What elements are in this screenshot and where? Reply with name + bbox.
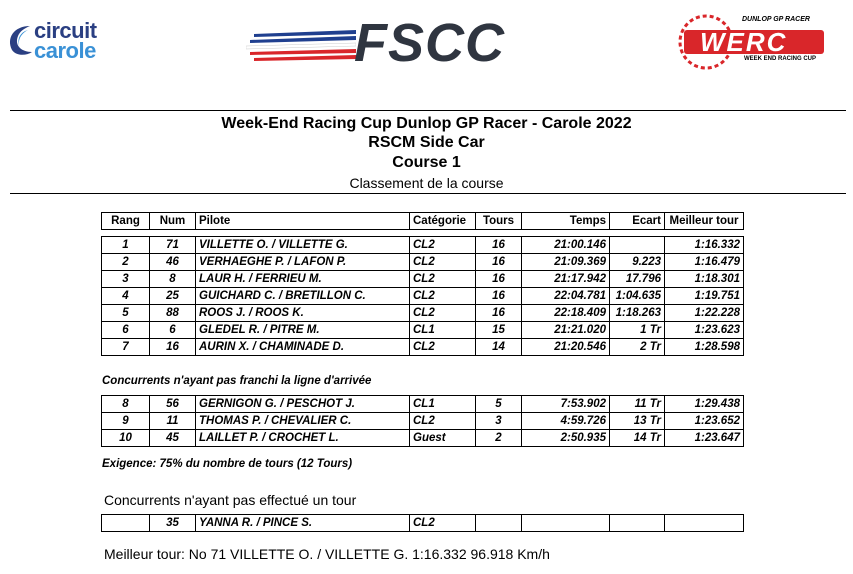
- num-cell: 6: [150, 322, 196, 339]
- categorie-cell: CL2: [410, 288, 476, 305]
- tours-cell: 16: [476, 305, 522, 322]
- header-row: [102, 213, 744, 230]
- tours-cell: [476, 515, 522, 532]
- categorie-cell: CL2: [410, 339, 476, 356]
- header-tours: Tours: [476, 213, 522, 230]
- header-temps: Temps: [522, 213, 610, 230]
- page-title: Week-End Racing Cup Dunlop GP Racer - Carole 2022: [221, 115, 632, 132]
- header-categorie: Catégorie: [410, 213, 476, 230]
- rang-cell: [102, 515, 150, 532]
- meilleur-tour-cell: 1:16.332: [665, 237, 744, 254]
- pilote-cell: LAILLET P. / CROCHET L.: [196, 430, 410, 447]
- pilote-cell: GUICHARD C. / BRETILLON C.: [196, 288, 410, 305]
- num-cell: 35: [150, 515, 196, 532]
- fscc-logo: [246, 13, 546, 73]
- table-row: [102, 515, 744, 532]
- header-rang: Rang: [102, 213, 150, 230]
- ecart-cell: 1 Tr: [610, 322, 665, 339]
- rang-cell: 2: [102, 254, 150, 271]
- rang-cell: 6: [102, 322, 150, 339]
- temps-cell: 22:04.781: [522, 288, 610, 305]
- results-header: [101, 212, 744, 230]
- categorie-cell: Guest: [410, 430, 476, 447]
- rang-cell: 10: [102, 430, 150, 447]
- meilleur-tour-cell: 1:29.438: [665, 396, 744, 413]
- ecart-cell: 1:04.635: [610, 288, 665, 305]
- ecart-cell: 17.796: [610, 271, 665, 288]
- rang-cell: 7: [102, 339, 150, 356]
- no-lap-label: Concurrents n'ayant pas effectué un tour: [104, 492, 357, 508]
- logo-text-week-end-racing-cup: WEEK END RACING CUP: [744, 56, 817, 62]
- rang-cell: 5: [102, 305, 150, 322]
- meilleur-tour-cell: 1:23.647: [665, 430, 744, 447]
- pilote-cell: LAUR H. / FERRIEU M.: [196, 271, 410, 288]
- meilleur-tour-cell: 1:28.598: [665, 339, 744, 356]
- rang-cell: 3: [102, 271, 150, 288]
- meilleur-tour-cell: 1:23.652: [665, 413, 744, 430]
- temps-cell: 7:53.902: [522, 396, 610, 413]
- num-cell: 25: [150, 288, 196, 305]
- ecart-cell: 11 Tr: [610, 396, 665, 413]
- categorie-cell: CL2: [410, 237, 476, 254]
- temps-cell: 4:59.726: [522, 413, 610, 430]
- num-cell: 11: [150, 413, 196, 430]
- table-row: [102, 430, 744, 447]
- table-row: [102, 322, 744, 339]
- ecart-cell: 14 Tr: [610, 430, 665, 447]
- rang-cell: 9: [102, 413, 150, 430]
- logo-text-dunlop: DUNLOP GP RACER: [742, 16, 810, 23]
- pilote-cell: GLEDEL R. / PITRE M.: [196, 322, 410, 339]
- meilleur-tour-cell: 1:16.479: [665, 254, 744, 271]
- header-num: Num: [150, 213, 196, 230]
- num-cell: 16: [150, 339, 196, 356]
- categorie-cell: CL2: [410, 413, 476, 430]
- pilote-cell: VILLETTE O. / VILLETTE G.: [196, 237, 410, 254]
- table-row: [102, 288, 744, 305]
- no-lap-table: [101, 514, 744, 532]
- num-cell: 56: [150, 396, 196, 413]
- classement-subtitle: Classement de la course: [349, 175, 504, 191]
- flag-stripes-icon: [246, 28, 356, 68]
- best-lap-summary: Meilleur tour: No 71 VILLETTE O. / VILLETTE G. 1:16.332 96.918 Km/h: [104, 546, 550, 562]
- table-row: [102, 237, 744, 254]
- logo-text-carole: carole: [34, 38, 96, 63]
- table-row: [102, 271, 744, 288]
- temps-cell: 21:17.942: [522, 271, 610, 288]
- logo-text-werc: WERC: [700, 27, 788, 57]
- categorie-cell: CL2: [410, 271, 476, 288]
- pilote-cell: AURIN X. / CHAMINADE D.: [196, 339, 410, 356]
- tours-cell: 2: [476, 430, 522, 447]
- table-row: [102, 339, 744, 356]
- num-cell: 88: [150, 305, 196, 322]
- finishers-table: [101, 236, 744, 356]
- tours-cell: 16: [476, 271, 522, 288]
- non-finishers-label: Concurrents n'ayant pas franchi la ligne d'arrivée: [102, 375, 372, 387]
- rang-cell: 1: [102, 237, 150, 254]
- tours-cell: 14: [476, 339, 522, 356]
- num-cell: 71: [150, 237, 196, 254]
- tours-cell: 16: [476, 254, 522, 271]
- temps-cell: 21:00.146: [522, 237, 610, 254]
- logo-text-circuit: circuit: [34, 18, 97, 43]
- temps-cell: 21:21.020: [522, 322, 610, 339]
- header-pilote: Pilote: [196, 213, 410, 230]
- meilleur-tour-cell: [665, 515, 744, 532]
- ecart-cell: 2 Tr: [610, 339, 665, 356]
- ecart-cell: [610, 515, 665, 532]
- tours-cell: 15: [476, 322, 522, 339]
- pilote-cell: ROOS J. / ROOS K.: [196, 305, 410, 322]
- categorie-cell: CL1: [410, 396, 476, 413]
- temps-cell: 2:50.935: [522, 430, 610, 447]
- categorie-cell: CL1: [410, 322, 476, 339]
- tours-cell: 3: [476, 413, 522, 430]
- circuit-carole-logo: [6, 16, 136, 64]
- tours-cell: 5: [476, 396, 522, 413]
- header-ecart: Ecart: [610, 213, 665, 230]
- categorie-cell: CL2: [410, 515, 476, 532]
- ecart-cell: 1:18.263: [610, 305, 665, 322]
- meilleur-tour-cell: 1:23.623: [665, 322, 744, 339]
- meilleur-tour-cell: 1:22.228: [665, 305, 744, 322]
- pilote-cell: THOMAS P. / CHEVALIER C.: [196, 413, 410, 430]
- top-divider: [10, 110, 846, 111]
- table-row: [102, 413, 744, 430]
- circuit-swoosh-icon: [6, 22, 36, 58]
- logo-text-fscc: FSCC: [354, 13, 505, 73]
- temps-cell: [522, 515, 610, 532]
- temps-cell: 21:09.369: [522, 254, 610, 271]
- temps-cell: 21:20.546: [522, 339, 610, 356]
- ecart-cell: 9.223: [610, 254, 665, 271]
- temps-cell: 22:18.409: [522, 305, 610, 322]
- tours-cell: 16: [476, 237, 522, 254]
- num-cell: 8: [150, 271, 196, 288]
- tours-cell: 16: [476, 288, 522, 305]
- meilleur-tour-cell: 1:19.751: [665, 288, 744, 305]
- categorie-cell: CL2: [410, 254, 476, 271]
- table-row: [102, 305, 744, 322]
- category-title: RSCM Side Car: [368, 134, 485, 151]
- num-cell: 46: [150, 254, 196, 271]
- bottom-divider: [10, 193, 846, 194]
- num-cell: 45: [150, 430, 196, 447]
- rang-cell: 8: [102, 396, 150, 413]
- exigence-note: Exigence: 75% du nombre de tours (12 Tours): [102, 458, 353, 470]
- ecart-cell: [610, 237, 665, 254]
- race-title: Course 1: [392, 154, 461, 171]
- ecart-cell: 13 Tr: [610, 413, 665, 430]
- table-row: [102, 396, 744, 413]
- pilote-cell: YANNA R. / PINCE S.: [196, 515, 410, 532]
- meilleur-tour-cell: 1:18.301: [665, 271, 744, 288]
- pilote-cell: GERNIGON G. / PESCHOT J.: [196, 396, 410, 413]
- non-finishers-table: [101, 395, 744, 447]
- rang-cell: 4: [102, 288, 150, 305]
- table-row: [102, 254, 744, 271]
- werc-logo: [672, 8, 832, 78]
- pilote-cell: VERHAEGHE P. / LAFON P.: [196, 254, 410, 271]
- header-meilleur-tour: Meilleur tour: [665, 213, 744, 230]
- categorie-cell: CL2: [410, 305, 476, 322]
